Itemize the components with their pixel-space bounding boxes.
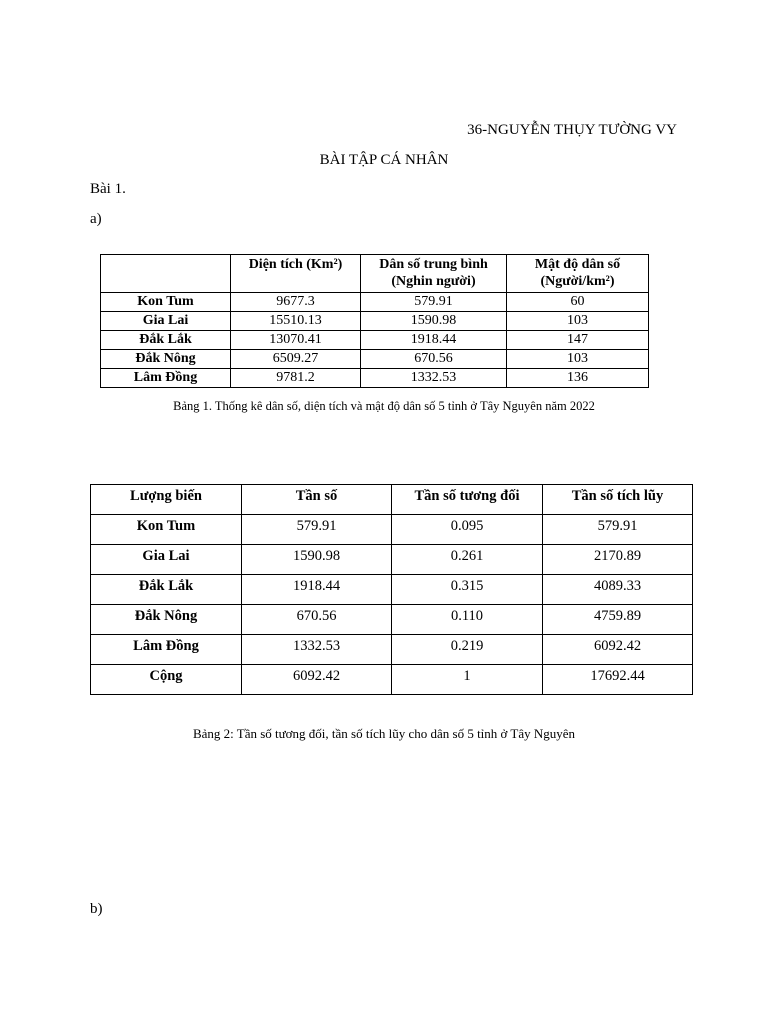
table-row <box>91 605 693 635</box>
table-row <box>91 665 693 695</box>
table-cell: 4089.33 <box>543 575 693 605</box>
row-label-cell: Gia Lai <box>91 545 242 575</box>
column-header <box>101 255 231 293</box>
column-header <box>231 255 361 293</box>
table-cell: 1590.98 <box>361 312 507 331</box>
row-label-cell: Đắk Lắk <box>91 575 242 605</box>
row-label-cell: Đắk Nông <box>91 605 242 635</box>
table-cell: 9677.3 <box>231 293 361 312</box>
table-row <box>91 515 693 545</box>
column-header-line: Diện tích (Km²) <box>248 257 343 272</box>
table-cell: 0.110 <box>392 605 543 635</box>
column-header-line: Mật độ dân số <box>534 257 621 272</box>
row-label-cell: Đắk Nông <box>101 350 231 369</box>
table-cell: 670.56 <box>361 350 507 369</box>
table1-caption: Bảng 1. Thống kê dân số, diện tích và mật độ dân số 5 tỉnh ở Tây Nguyên năm 2022 <box>173 399 595 413</box>
table-row <box>91 545 693 575</box>
column-header: Tần số <box>242 485 392 515</box>
table-cell: 1 <box>392 665 543 695</box>
column-header-line: (Người/km²) <box>540 274 615 289</box>
table-cell: 1332.53 <box>361 369 507 388</box>
table-cell: 136 <box>507 369 649 388</box>
table-row <box>101 350 649 369</box>
table-cell: 9781.2 <box>231 369 361 388</box>
exercise-heading: Bài 1. <box>90 181 126 197</box>
table-cell: 579.91 <box>543 515 693 545</box>
table-cell: 4759.89 <box>543 605 693 635</box>
row-label-cell: Lâm Đồng <box>101 369 231 388</box>
column-header: Tần số tương đối <box>392 485 543 515</box>
table-cell: 103 <box>507 350 649 369</box>
table-cell: 670.56 <box>242 605 392 635</box>
part-b-label: b) <box>90 901 103 917</box>
table-row <box>101 312 649 331</box>
table-cell: 15510.13 <box>231 312 361 331</box>
table-cell: 147 <box>507 331 649 350</box>
table-row <box>101 293 649 312</box>
table-cell: 0.095 <box>392 515 543 545</box>
table-cell: 579.91 <box>242 515 392 545</box>
table-header-row <box>91 485 693 515</box>
table-cell: 17692.44 <box>543 665 693 695</box>
author-name: 36-NGUYỄN THỤY TƯỜNG VY <box>467 122 677 138</box>
table-cell: 6092.42 <box>543 635 693 665</box>
frequency-table <box>90 484 693 695</box>
column-header <box>507 255 649 293</box>
table-cell: 6509.27 <box>231 350 361 369</box>
table-row <box>101 369 649 388</box>
table-cell: 0.219 <box>392 635 543 665</box>
row-label-cell: Kon Tum <box>91 515 242 545</box>
table-cell: 579.91 <box>361 293 507 312</box>
row-label-cell: Kon Tum <box>101 293 231 312</box>
table-cell: 6092.42 <box>242 665 392 695</box>
row-label-cell: Đắk Lắk <box>101 331 231 350</box>
column-header <box>361 255 507 293</box>
column-header-line: Dân số trung bình <box>379 257 488 272</box>
table-cell: 1332.53 <box>242 635 392 665</box>
row-label-cell: Gia Lai <box>101 312 231 331</box>
table-row <box>101 331 649 350</box>
table-cell: 1918.44 <box>242 575 392 605</box>
population-table <box>100 254 649 388</box>
table-cell: 0.315 <box>392 575 543 605</box>
table-header-row <box>101 255 649 293</box>
column-header-line: (Nghin người) <box>391 274 476 289</box>
column-header: Lượng biến <box>91 485 242 515</box>
table-cell: 103 <box>507 312 649 331</box>
document-title: BÀI TẬP CÁ NHÂN <box>319 152 449 168</box>
table-cell: 1590.98 <box>242 545 392 575</box>
column-header: Tần số tích lũy <box>543 485 693 515</box>
table-row <box>91 635 693 665</box>
row-label-cell: Cộng <box>91 665 242 695</box>
row-label-cell: Lâm Đồng <box>91 635 242 665</box>
table-cell: 0.261 <box>392 545 543 575</box>
table2-caption: Bảng 2: Tần số tương đối, tần số tích lũy cho dân số 5 tỉnh ở Tây Nguyên <box>192 726 576 741</box>
table-cell: 13070.41 <box>231 331 361 350</box>
table-row <box>91 575 693 605</box>
table-cell: 2170.89 <box>543 545 693 575</box>
part-a-label: a) <box>90 211 102 227</box>
table-cell: 1918.44 <box>361 331 507 350</box>
table-cell: 60 <box>507 293 649 312</box>
